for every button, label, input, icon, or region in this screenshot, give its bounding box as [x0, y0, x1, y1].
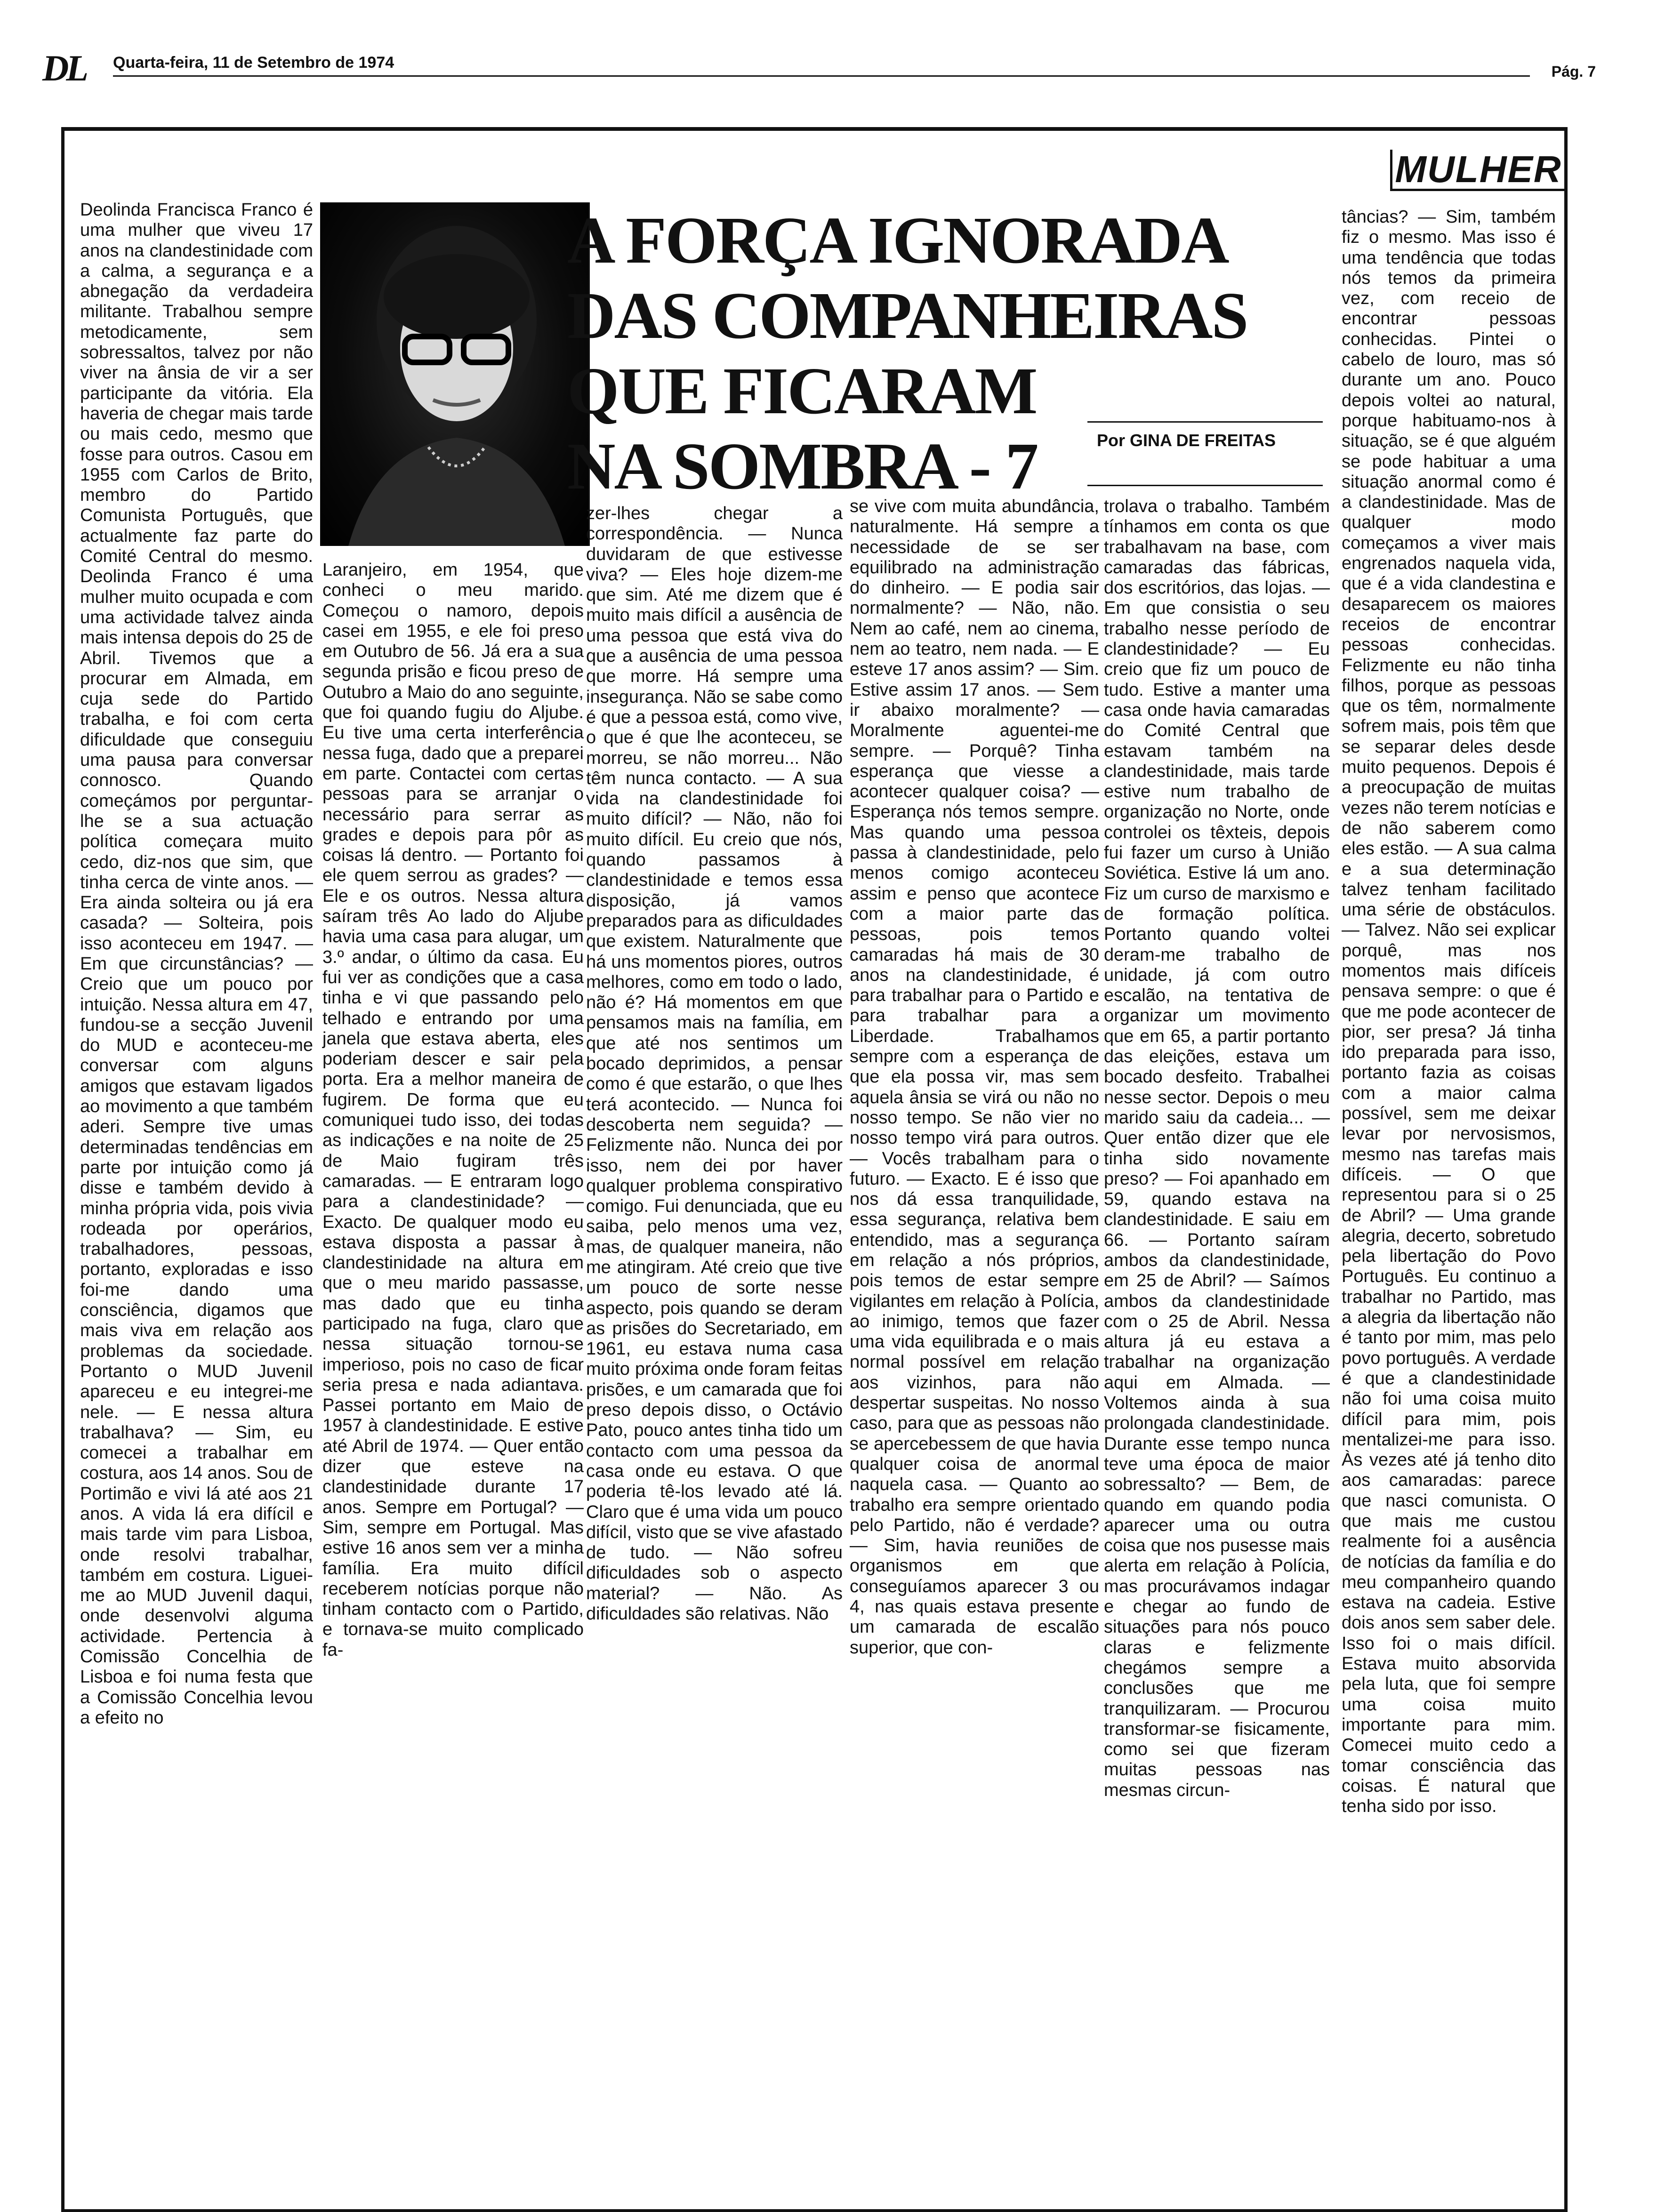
article-text-col5: trolava o trabalho. Também tínhamos em conta os que trabalhavam na base, com camaradas das fábricas, dos escritórios, das lojas. — Em que consistia o seu trabalho nesse período de clandestinidade? — Eu creio que fiz um pouco de tudo. Estive a manter uma casa onde havia camaradas do Comité Central que estavam também na clandestinidade, mais tarde estive num trabalho de organização no Norte, onde controlei os têxteis, depois fui fazer um curso à União Soviética. Estive lá um ano. Fiz um curso de marxismo e de formação política. Portanto quando voltei deram-me trabalho de unidade, já com outro escalão, na tentativa de organizar um movimento que em 65, a partir portanto das eleições, estava um bocado desfeito. Trabalhei nesse sector. Depois o meu marido saiu da cadeia... — Quer então dizer que ele tinha sido novamente preso? — Foi apanhado em 59, quando estava na clandestinidade. E saiu em 66. — Portanto saíram ambos da clandestinidade, em 25 de Abril? — Saímos ambos da clandestinidade com o 25 de Abril. Nessa altura já eu estava a trabalhar na organização aqui em Almada. — Voltemos ainda à sua prolongada clandestinidade. Durante esse tempo nunca teve uma época de maior sobressalto? — Bem, de quando em quando podia aparecer uma ou outra coisa que nos pusesse mais alerta em relação à Polícia, mas procurávamos indagar e chegar ao fundo de situações para nós pouco claras e felizmente chegámos sempre a conclusões que me tranquilizaram. — Procurou transformar-se fisicamente, como sei que fizeram muitas pessoas nas mesmas circun-: [1104, 497, 1330, 1800]
article-text-col6: tâncias? — Sim, também fiz o mesmo. Mas isso é uma tendência que todas nós temos da primeira vez, com receio de encontrar pessoas conhecidas. Pintei o cabelo de louro, mas só durante um ano. Pouco depois voltei ao natural, porque habituamo-nos à situação, se é que alguém se pode habituar a uma situação anormal como é a clandestinidade. Mas de qualquer modo começamos a viver mais engrenados naquela vida, que é a vida clandestina e desaparecem os maiores receios de encontrar pessoas conhecidas. Felizmente eu não tinha filhos, porque as pessoas que os têm, normalmente sofrem mais, pois têm que se separar deles desde muito pequenos. Depois é a preocupação de muitas vezes não terem notícias e de não saberem como eles estão. — A sua calma e a sua determinação talvez tenham facilitado uma série de obstáculos. — Talvez. Não sei explicar porquê, mas nos momentos mais difíceis pensava sempre: o que é que me pode acontecer de pior, ser presa? Já tinha ido preparada para isso, portanto fazia as coisas com a maior calma possível, sem me deixar levar por nervosismos, mesmo nas tarefas mais difíceis. — O que representou para si o 25 de Abril? — Uma grande alegria, decerto, sobretudo pela libertação do Povo Português. Eu continuo a trabalhar no Partido, mas a alegria da libertação não é tanto por mim, mas pelo povo português. A verdade é que a clandestinidade não foi uma coisa muito difícil para mim, pois mentalizei-me para isso. Às vezes até já tenho dito aos camaradas: parece que nasci comunista. O que mais me custou realmente foi a ausência de notícias da família e do meu companheiro quando estava na cadeia. Estive dois anos sem saber dele. Isso foi o mais difícil. Estava muito absorvida pela luta, que foi sempre uma coisa muito importante para mim. Comecei muito cedo a tomar consciência das coisas. É natural que tenha sido por isso.: [1342, 207, 1556, 1817]
page-number: Pág. 7: [1551, 63, 1596, 80]
headline-line-2: DAS COMPANHEIRAS: [567, 278, 1247, 353]
header-rule: [113, 75, 1530, 77]
article-text-col2: Laranjeiro, em 1954, que conheci o meu marido. Começou o namoro, depois casei em 1955, e ele foi preso em Outubro de 56. Já era a sua segunda prisão e ficou preso de Outubro a Maio do ano seguinte, que foi quando fugiu do Aljube. Eu tive uma certa interferência nessa fuga, dado que a preparei em parte. Contactei com certas pessoas para se arranjar o necessário para serrar as grades e depois para pôr as coisas lá dentro. — Portanto foi ele quem serrou as grades? — Ele e os outros. Nessa altura saíram três Ao lado do Aljube havia uma casa para alugar, um 3.º andar, o último da casa. Eu fui ver as condições que a casa tinha e vi que passando pelo telhado e entrando por uma janela que estava aberta, eles poderiam descer e sair pela porta. Era a melhor maneira de fugirem. De forma que eu comuniquei tudo isso, dei todas as indicações e na noite de 25 de Maio fugiram três camaradas. — E entraram logo para a clandestinidade? — Exacto. De qualquer modo eu estava disposta a passar à clandestinidade na altura em que o meu marido passasse, mas dado que eu tinha participado na fuga, claro que nessa situação tornou-se imperioso, pois no caso de ficar seria presa e nada adiantava. Passei portanto em Maio de 1957 à clandestinidade. E estive até Abril de 1974. — Quer então dizer que esteve na clandestinidade durante 17 anos. Sempre em Portugal? — Sim, sempre em Portugal. Mas estive 16 anos sem ver a minha família. Era muito difícil receberem notícias porque não tinham contacto com o Partido, e tornava-se muito complicado fa-: [322, 560, 584, 1660]
article-text-col1: Deolinda Francisca Franco é uma mulher que viveu 17 anos na clandestinidade com a calma, a segurança e a abnegação da verdadeira militante. Trabalhou sempre metodicamente, sem sobressaltos, talvez por não viver na ânsia de vir a ser participante da vitória. Ela haveria de chegar mais tarde ou mais cedo, mesmo que fosse para outros. Casou em 1955 com Carlos de Brito, membro do Partido Comunista Português, que actualmente faz parte do Comité Central do mesmo. Deolinda Franco é uma mulher muito ocupada e com uma actividade talvez ainda mais intensa depois do 25 de Abril. Tivemos que a procurar em Almada, em cuja sede do Partido trabalha, e foi com certa dificuldade que conseguiu uma pausa para conversar connosco. Quando começámos por perguntar-lhe se a sua actuação política começara muito cedo, diz-nos que sim, que tinha cerca de vinte anos. — Era ainda solteira ou já era casada? — Solteira, pois isso aconteceu em 1947. — Em que circunstâncias? — Creio que um pouco por intuição. Nessa altura em 47, fundou-se a secção Juvenil do MUD e aconteceu-me conversar com alguns amigos que estavam ligados ao movimento a que também aderi. Sempre tive umas determinadas tendências em parte por intuição como já disse e também devido à minha própria vida, pois vivia rodeada por operários, trabalhadores, pessoas, portanto, exploradas e isso foi-me dando uma consciência, digamos que mais viva em relação aos problemas da sociedade. Portanto o MUD Juvenil apareceu e eu integrei-me nele. — E nessa altura trabalhava? — Sim, eu comecei a trabalhar em costura, aos 14 anos. Sou de Portimão e vivi lá até aos 21 anos. A vida lá era difícil e mais tarde vim para Lisboa, onde resolvi trabalhar, também em costura. Liguei-me ao MUD Juvenil daqui, onde desenvolvi alguma actividade. Pertencia à Comissão Concelhia de Lisboa e foi numa festa que a Comissão Concelhia levou a efeito no: [80, 200, 313, 1728]
article-column-6: [1342, 207, 1556, 2203]
headline-line-3: QUE FICARAM: [567, 353, 1037, 428]
portrait-photo: [320, 202, 590, 546]
article-text-col4: se vive com muita abundância, naturalmente. Há sempre a necessidade de se ser equilibrado na administração do dinheiro. — E podia sair normalmente? — Não, não. Nem ao café, nem ao cinema, nem ao teatro, nem nada. — E esteve 17 anos assim? — Sim. Estive assim 17 anos. — Sem ir abaixo moralmente? — Moralmente aguentei-me sempre. — Porquê? Tinha esperança que viesse a acontecer qualquer coisa? — Esperança nós temos sempre. Mas quando uma pessoa passa à clandestinidade, pelo menos comigo aconteceu assim e penso que acontece com a maior parte das pessoas, pois temos camaradas há mais de 30 anos na clandestinidade, é para trabalhar para o Partido e para trabalhar para a Liberdade. Trabalhamos sempre com a esperança de que ela possa vir, mas sem aquela ânsia se virá ou não no nosso tempo. Se não vier no nosso tempo virá para outros. — Vocês trabalham para o futuro. — Exacto. E é isso que nos dá essa tranquilidade, essa segurança, relativa bem entendido, mas a segurança em relação a nós próprios, pois temos de estar sempre vigilantes em relação à Polícia, ao inimigo, temos que fazer uma vida equilibrada e o mais normal possível em relação aos vizinhos, para não despertar suspeitas. No nosso caso, para que as pessoas não se apercebessem de que havia qualquer coisa de anormal naquela casa. — Quanto ao trabalho era sempre orientado pelo Partido, não é verdade? — Sim, havia reuniões de organismos em que conseguíamos aparecer 3 ou 4, nas quais estava presente um camarada de escalão superior, que con-: [850, 497, 1099, 1658]
headline: [567, 202, 1273, 504]
article-column-4: [850, 497, 1099, 2203]
portrait-icon: [320, 202, 588, 546]
section-label: MULHER: [1395, 148, 1562, 190]
newspaper-logo: DL: [42, 48, 86, 88]
section-box: [1390, 150, 1564, 191]
article-column-2: [322, 560, 584, 2203]
byline-rule-top: [1087, 421, 1323, 423]
byline-rule-bottom: [1087, 485, 1323, 486]
masthead: [42, 47, 1596, 89]
article-column-3: [586, 504, 843, 2203]
article-text-col3: zer-lhes chegar a correspondência. — Nunca duvidaram de que estivesse viva? — Eles hoje dizem-me que sim. Até me dizem que é muito mais difícil a ausência de uma pessoa que está viva do que a ausência de uma pessoa que morre. Há sempre uma insegurança. Não se sabe como é que a pessoa está, como vive, o que é que lhe aconteceu, se morreu, se não morreu... Não têm nunca contacto. — A sua vida na clandestinidade foi muito difícil? — Não, não foi muito difícil. Eu creio que nós, quando passamos à clandestinidade e temos essa disposição, já vamos preparados para as dificuldades que existem. Naturalmente que há uns momentos piores, outros melhores, como em todo o lado, não é? Há momentos em que pensamos mais na família, em que até nos sentimos um bocado deprimidos, a pensar como é que estarão, o que lhes terá acontecido. — Nunca foi descoberta nem seguida? — Felizmente não. Nunca dei por isso, nem dei por haver qualquer problema conspirativo comigo. Fui denunciada, que eu saiba, pelo menos uma vez, mas, de qualquer maneira, não me atingiram. Até creio que tive um pouco de sorte nesse aspecto, pois quando se deram as prisões do Secretariado, em 1961, eu estava numa casa muito próxima onde foram feitas prisões, e um camarada que foi preso depois disso, o Octávio Pato, pouco antes tinha tido um contacto com uma pessoa da casa onde eu estava. O que poderia tê-los levado até lá. Claro que é uma vida um pouco difícil, visto que se vive afastado de tudo. — Não sofreu dificuldades sob o aspecto material? — Não. As dificuldades são relativas. Não: [586, 504, 843, 1624]
issue-date: Quarta-feira, 11 de Setembro de 1974: [113, 54, 394, 72]
headline-line-1: A FORÇA IGNORADA: [567, 203, 1228, 277]
headline-line-4: NA SOMBRA - 7: [567, 429, 1038, 503]
article-column-5: [1104, 497, 1330, 2203]
byline: Por GINA DE FREITAS: [1097, 431, 1276, 450]
article-column-1: [80, 200, 313, 2203]
